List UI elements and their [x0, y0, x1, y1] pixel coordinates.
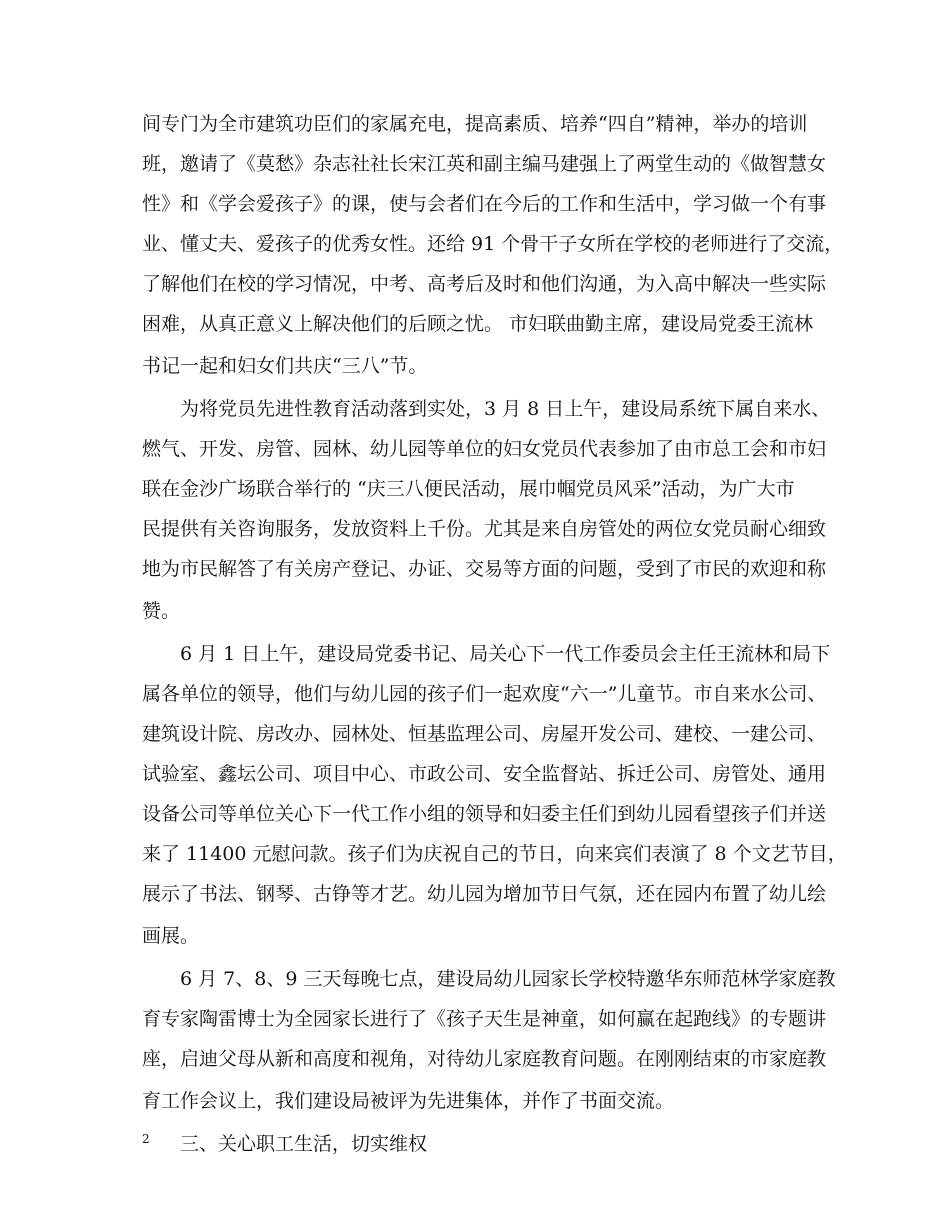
text-line: 性》和《学会爱孩子》的课，使与会者们在今后的工作和生活中，学习做一个有事: [142, 193, 827, 215]
page-number: 2: [142, 1132, 150, 1146]
paragraph-1: [142, 104, 844, 389]
text-line: 育工作会议上，我们建设局被评为先进集体，并作了书面交流。: [142, 1090, 675, 1112]
text-line: 地为市民解答了有关房产登记、办证、交易等方面的问题，受到了市民的欢迎和称: [142, 558, 827, 580]
paragraph-3: [142, 634, 847, 959]
text-line: 困难，从真正意义上解决他们的后顾之忧。 市妇联曲勤主席，建设局党委王流林: [142, 313, 814, 335]
document-body: [142, 104, 847, 1164]
paragraph-4: [142, 959, 836, 1124]
text-line: 了解他们在校的学习情况，中考、高考后及时和他们沟通，为入高中解决一些实际: [142, 273, 827, 295]
section-heading: [142, 1124, 822, 1164]
text-line: 来了 11400 元慰问款。孩子们为庆祝自己的节日，向来宾们表演了 8 个文艺节目，: [142, 843, 847, 865]
text-line: 联在金沙广场联合举行的 “庆三八便民活动，展巾帼党员风采”活动，为广大市: [142, 478, 795, 500]
text-line: 书记一起和妇女们共庆“三八”节。: [142, 355, 428, 377]
text-line: 间专门为全市建筑功臣们的家属充电，提高素质、培养“四自”精神，举办的培训: [142, 113, 808, 135]
text-line: 设备公司等单位关心下一代工作小组的领导和妇委主任们到幼儿园看望孩子们并送: [142, 803, 827, 825]
text-line: 赞。: [142, 600, 181, 622]
text-line: 6 月 7、8、9 三天每晚七点，建设局幼儿园家长学校特邀华东师范林学家庭教: [180, 968, 836, 990]
text-line: 建筑设计院、房改办、园林处、恒基监理公司、房屋开发公司、建校、一建公司、: [142, 723, 827, 745]
section-heading-text: 三、关心职工生活，切实维权: [180, 1133, 428, 1155]
text-line: 试验室、鑫坛公司、项目中心、市政公司、安全监督站、拆迁公司、房管处、通用: [142, 763, 827, 785]
text-line: 6 月 1 日上午，建设局党委书记、局关心下一代工作委员会主任王流林和局下: [180, 643, 831, 665]
text-line: 民提供有关咨询服务，发放资料上千份。尤其是来自房管处的两位女党员耐心细致: [142, 518, 827, 540]
text-line: 座，启迪父母从新和高度和视角，对待幼儿家庭教育问题。在刚刚结束的市家庭教: [142, 1048, 827, 1070]
text-line: 展示了书法、钢琴、古铮等才艺。幼儿园为增加节日气氛，还在园内布置了幼儿绘: [142, 883, 827, 905]
text-line: 班，邀请了《莫愁》杂志社社长宋江英和副主编马建强上了两堂生动的《做智慧女: [142, 153, 827, 175]
paragraph-2: [142, 389, 831, 634]
text-line: 属各单位的领导，他们与幼儿园的孩子们一起欢度“六一”儿童节。市自来水公司、: [142, 683, 827, 705]
text-line: 画展。: [142, 925, 200, 947]
text-line: 育专家陶雷博士为全园家长进行了《孩子天生是神童，如何赢在起跑线》的专题讲: [142, 1008, 827, 1030]
text-line: 燃气、开发、房管、园林、幼儿园等单位的妇女党员代表参加了由市总工会和市妇: [142, 438, 827, 460]
text-line: 业、懂丈夫、爱孩子的优秀女性。还给 91 个骨干子女所在学校的老师进行了交流，: [142, 233, 844, 255]
text-line: 为将党员先进性教育活动落到实处，3 月 8 日上午，建设局系统下属自来水、: [180, 398, 831, 420]
